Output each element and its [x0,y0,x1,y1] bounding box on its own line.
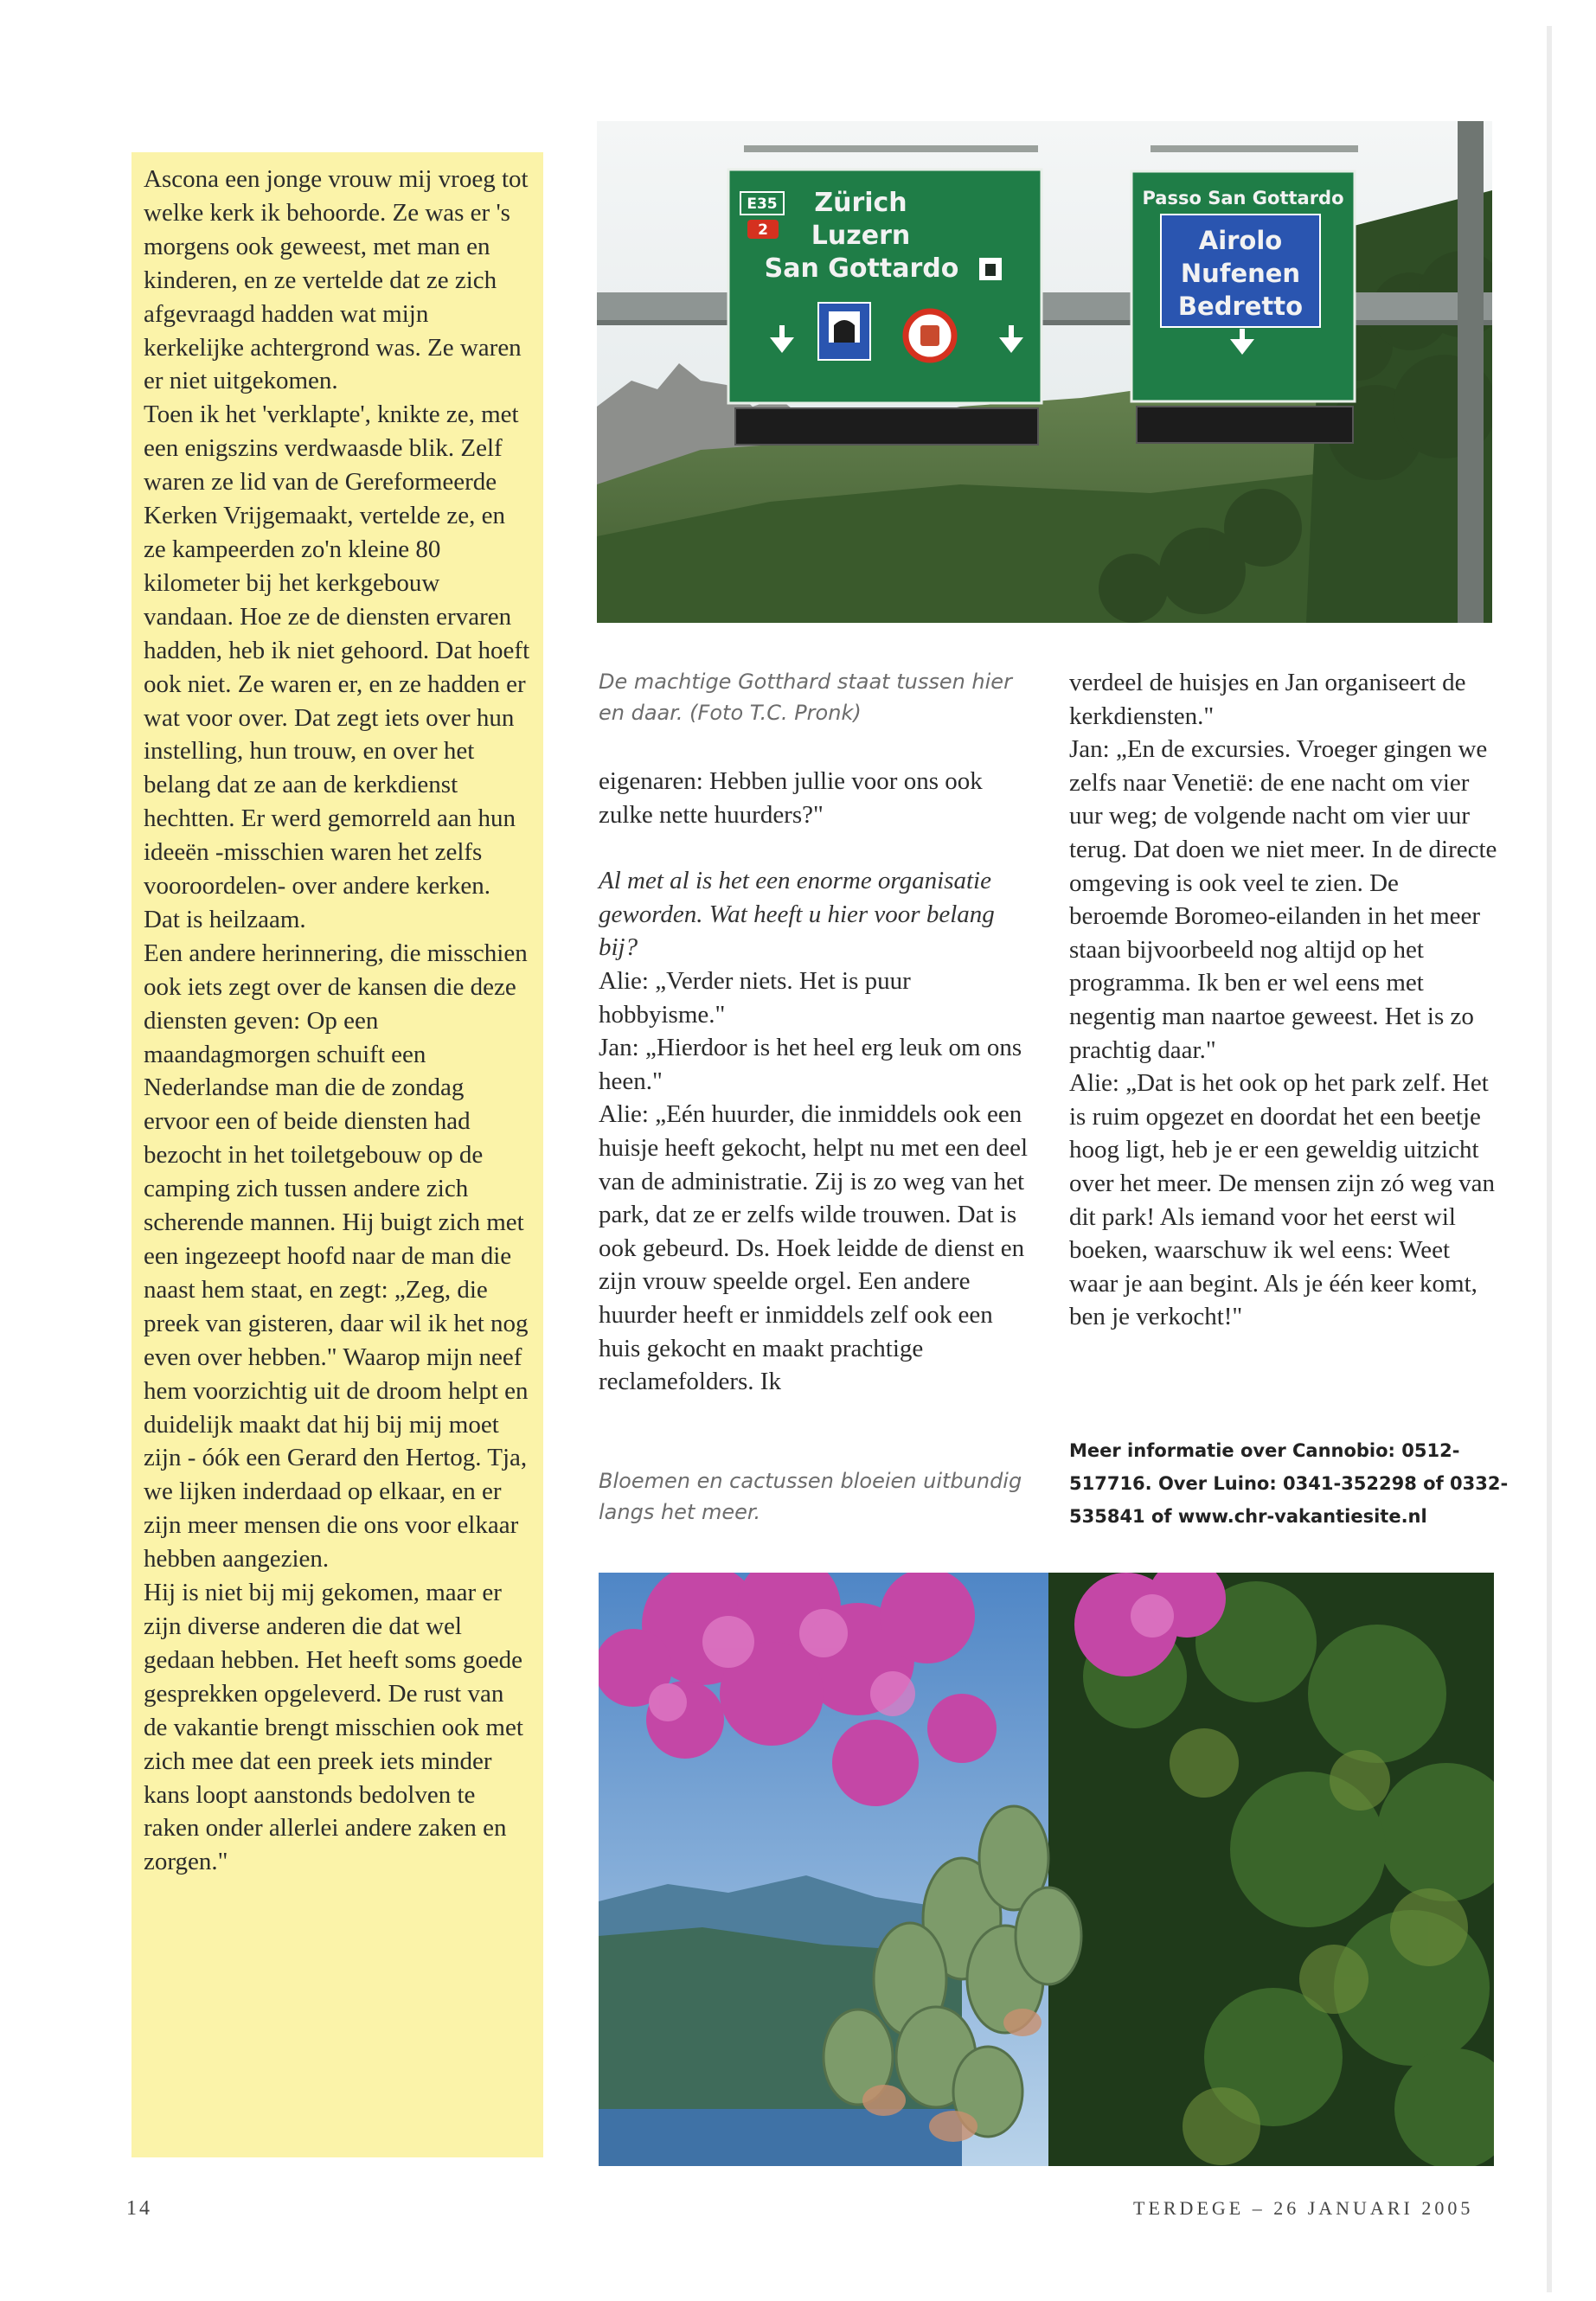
flowers-photo [599,1573,1494,2166]
page-edge [1547,26,1552,2292]
gotthard-photo-graphic [597,121,1492,623]
sidebar-paragraph: Ascona een jonge vrouw mij vroeg tot welke kerk ik behoorde. Ze was er 's morgens ook geweest, met man en kinderen, en ze vertelde dat ze zich afgevraagd hadden wat mijn kerkelijke achtergrond was. Ze waren er niet uitgekomen. [144,165,529,395]
sidebar-paragraph: Toen ik het 'verklapte', knikte ze, met een enigszins verdwaasde blik. Zelf waren ze lid van de Gereformeerde Kerken Vrijgemaakt, vertelde ze, en ze kampeerden zo'n kleine 80 kilometer bij het kerkgebouw vandaan. Hoe ze de diensten ervaren hadden, heb ik niet gehoord. Dat hoeft ook niet. Ze waren er, en ze hadden er wat voor over. Dat zegt iets over hun instelling, hun trouw, en over het belang dat ze aan de kerkdienst hechtten. Er werd gemorreld aan hun ideeën -misschien waren het zelfs vooroordelen- over andere kerken. Dat is heilzaam. [144,401,530,933]
sign-right-line3: Bedretto [1177,292,1304,321]
publication-footer: TERDEGE – 26 JANUARI 2005 [1133,2197,1474,2219]
interview-answer: Jan: „Hierdoor is het heel erg leuk om ons heen." [599,1034,1022,1095]
middle-column [599,765,1031,1399]
interview-question: Al met al is het een enorme organisatie geworden. Wat heeft u hier voor belang bij? [599,867,995,962]
photo-caption-bottom: Bloemen en cactussen bloeien uitbundig langs het meer. [599,1469,1022,1524]
sidebar-paragraph: Een andere herinnering, die misschien ook iets zegt over de kansen die deze diensten geven: Op een maandagmorgen schuift een Nederlandse man die de zondag ervoor een of beide diensten had bezocht in het toiletgebouw op de camping zich tussen andere zich scherende mannen. Hij buigt zich met een ingezeept hoofd naar de man die naast hem staat, en zegt: „Zeg, die preek van gisteren, daar wil ik het nog even over hebben." Waarop mijn neef hem voorzichtig uit de droom helpt en duidelijk maakt dat hij bij mij moet zijn - óók een Gerard den Hertog. Tja, we lijken inderdaad op elkaar, en er zijn meer mensen die ons voor elkaar hebben aangezien. [144,939,529,1574]
sign-left-line3: San Gottardo [764,253,959,284]
photo-caption-top: De machtige Gotthard staat tussen hier en daar. (Foto T.C. Pronk) [599,670,1012,725]
sign-left-line1: Zürich [814,188,907,218]
right-paragraph: Jan: „En de excursies. Vroeger gingen we zelfs naar Venetië: de ene nacht om vier uur weg; de volgende nacht om vier uur terug. Dat doen we niet meer. In de directe omgeving is ook veel te zien. De beroemde Boromeo-eilanden in het meer staan bijvoorbeeld nog altijd op het programma. Ik ben er wel eens met negentig man naartoe geweest. Het is zo prachtig daar." [1069,735,1497,1064]
sign-right-line2: Nufenen [1180,259,1301,288]
contact-info: Meer informatie over Cannobio: 0512-517716. Over Luino: 0341-352298 of 0332-535841 of www.chr-vakantiesite.nl [1069,1440,1509,1527]
interview-answer: Alie: „Verder niets. Het is puur hobbyisme." [599,966,911,1029]
sign-left-badge-2: 2 [758,221,768,239]
sidebar-text [144,163,533,1879]
right-paragraph: Alie: „Dat is het ook op het park zelf. Het is ruim opgezet en doordat het een beetje hoog ligt, heb je er een geweldig uitzicht over het meer. De mensen zijn zó weg van dit park! Als iemand voor het eerst wil boeken, waarschuw ik wel eens: Weet waar je aan begint. Als je één keer komt, ben je verkocht!" [1069,1069,1496,1331]
sidebar-paragraph: Hij is niet bij mij gekomen, maar er zijn diverse anderen die dat wel gedaan hebben. Het heeft soms goede gesprekken opgeleverd. De rust van de vakantie brengt misschien ook met zich mee dat een preek iets minder kans loopt aanstonds bedolven te raken onder allerlei andere zaken en zorgen." [144,1579,523,1876]
page-number: 14 [126,2197,152,2220]
sign-right-line1: Airolo [1198,226,1283,255]
sign-left-badge-e35: E35 [747,195,778,213]
sign-right-header: Passo San Gottardo [1142,188,1344,208]
interview-answer: Alie: „Eén huurder, die inmiddels ook een huisje heeft gekocht, helpt nu met een deel van de administratie. Zij is zo weg van het park, dat ze er zelfs wilde trouwen. Dat is ook gebeurd. Ds. Hoek leidde de dienst en zijn vrouw speelde orgel. Een andere huurder heeft er inmiddels zelf ook een huis gekocht en maakt prachtige reclamefolders. Ik [599,1100,1029,1396]
middle-paragraph: eigenaren: Hebben jullie voor ons ook zulke nette huurders?" [599,767,983,829]
flowers-photo-graphic [599,1573,1494,2166]
right-paragraph: verdeel de huisjes en Jan organiseert de kerkdiensten." [1069,669,1466,730]
right-column [1069,666,1502,1334]
gotthard-photo [597,121,1492,623]
sign-left-line2: Luzern [811,221,911,251]
